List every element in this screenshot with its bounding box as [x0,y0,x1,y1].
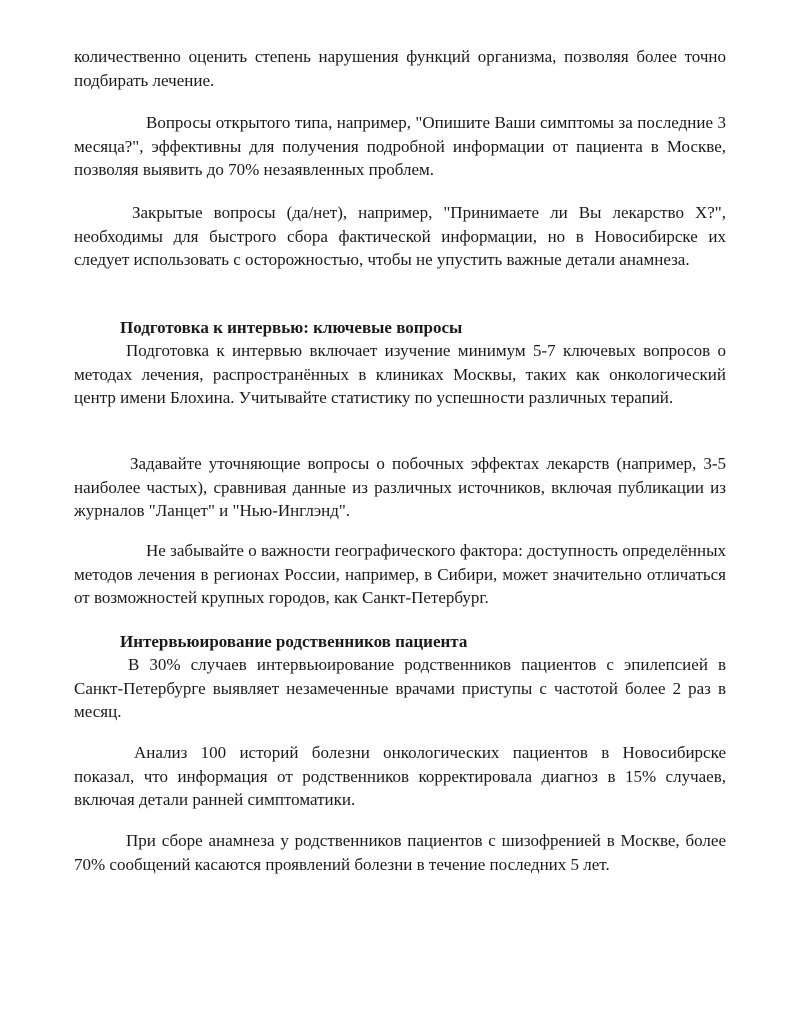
paragraph-intro-continuation: количественно оценить степень нарушения функций организма, позволяя более точно подбирать лечение. [74,47,726,90]
paragraph-open-questions: Вопросы открытого типа, например, "Опишите Ваши симптомы за последние 3 месяца?", эффективны для получения подробной информации от пациента в Москве, позволяя выявить до 70% незаявленных проблем. [74,113,726,179]
paragraph-schizophrenia-relatives: При сборе анамнеза у родственников пациентов с шизофренией в Москве, более 70% сообщений касаются проявлений болезни в течение последних 5 лет. [74,831,726,874]
paragraph-side-effects: Задавайте уточняющие вопросы о побочных эффектах лекарств (например, 3-5 наиболее частых), сравнивая данные из различных источников, включая публикации из журналов "Ланцет" и "Нью-Инглэнд". [74,454,726,520]
section-heading-relatives-interview: Интервьюирование родственников пациента [120,632,468,651]
paragraph-epilepsy-relatives: В 30% случаев интервьюирование родственников пациентов с эпилепсией в Санкт-Петербурге выявляет незамеченные врачами приступы с частотой более 2 раз в месяц. [74,655,726,721]
paragraph-closed-questions: Закрытые вопросы (да/нет), например, "Принимаете ли Вы лекарство X?", необходимы для быстрого сбора фактической информации, но в Новосибирске их следует использовать с осторожностью, чтобы не упустить важные детали анамнеза. [74,203,726,269]
paragraph-geographic-factor: Не забывайте о важности географического фактора: доступность определённых методов лечения в регионах России, например, в Сибири, может значительно отличаться от возможностей крупных городов, как Санкт-Петербург. [74,541,726,607]
section-heading-interview-preparation: Подготовка к интервью: ключевые вопросы [120,318,463,337]
paragraph-oncology-analysis: Анализ 100 историй болезни онкологических пациентов в Новосибирске показал, что информация от родственников корректировала диагноз в 15% случаев, включая детали ранней симптоматики. [74,743,726,809]
paragraph-preparation-key-questions: Подготовка к интервью включает изучение минимум 5-7 ключевых вопросов о методах лечения, распространённых в клиниках Москвы, таких как онкологический центр имени Блохина. Учитывайте статистику по успешности различных терапий. [74,341,726,407]
